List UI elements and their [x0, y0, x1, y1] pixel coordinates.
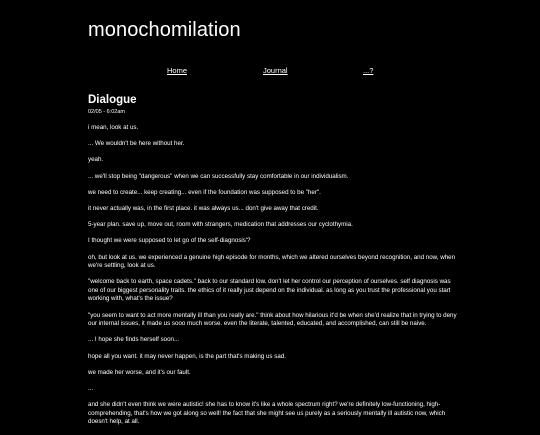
entry-paragraph: ...	[88, 385, 94, 392]
entry-timestamp: 02/05 - 6:02am	[88, 109, 125, 115]
main-nav	[0, 66, 540, 78]
entry-paragraph: i mean, look at us.	[88, 124, 139, 131]
entry-paragraph: "you seem to want to act more mentally ill than you really are." think about how hilarious it'd be when she'd realize that in trying to deny our internal issues, it made us sooo much worse. even the literate, talented, educated, and accomplished, can still be naive.	[88, 311, 457, 328]
nav-link-more[interactable]: ...?	[363, 66, 374, 75]
entry-title: Dialogue	[88, 94, 137, 106]
entry-paragraph: "welcome back to earth, space cadets." back to our standard low. don't let her control our perception of ourselves. self diagnosis was one of our biggest personality traits. the ethics of it really just depend on the individual. as long as you trust the professional you start working with, what's the issue?	[88, 278, 451, 303]
entry-paragraph: it never actually was, in the first place. it was always us... don't give away that credit.	[88, 204, 319, 212]
entry-paragraph: I thought we were supposed to let go of the self-diagnosis'?	[88, 237, 251, 245]
entry-paragraph: and she didn't even think we were autistic! she has to know it's like a whole spectrum right? we're definitely low-functioning, high-comprehending, that's how we got along so well! the fact that she might see us purely as a seriously mentally ill autistic now, which doesn't help, at all.	[88, 401, 446, 426]
entry-paragraph: ... I hope she finds herself soon...	[88, 336, 180, 344]
entry-paragraph: ... we'll stop being "dangerous" when we can successfully stay comfortable in our individualism.	[88, 172, 349, 180]
entry-paragraph: yeah.	[88, 156, 104, 164]
entry-paragraph: we made her worse, and it's our fault.	[88, 368, 191, 376]
entry-paragraph: we need to create... keep creating... even if the foundation was supposed to be "her".	[88, 188, 321, 196]
entry-paragraph: hope all you want. it may never happen, is the part that's making us sad.	[88, 352, 286, 360]
journal-entry	[88, 94, 460, 435]
nav-link-journal[interactable]: Journal	[263, 66, 288, 75]
entry-paragraph: 5-year plan. save up, move out, room with strangers, medication that addresses our cyclothymia.	[88, 221, 353, 229]
entry-paragraph: oh, but look at us. we experienced a genuine high episode for months, which we altered ourselves beyond recognition, and now, when we're settling, look at us.	[88, 253, 456, 270]
entry-paragraph: ... We wouldn't be here without her.	[88, 140, 185, 148]
site-title: monochomilation	[88, 19, 241, 41]
nav-link-home[interactable]: Home	[167, 66, 188, 75]
